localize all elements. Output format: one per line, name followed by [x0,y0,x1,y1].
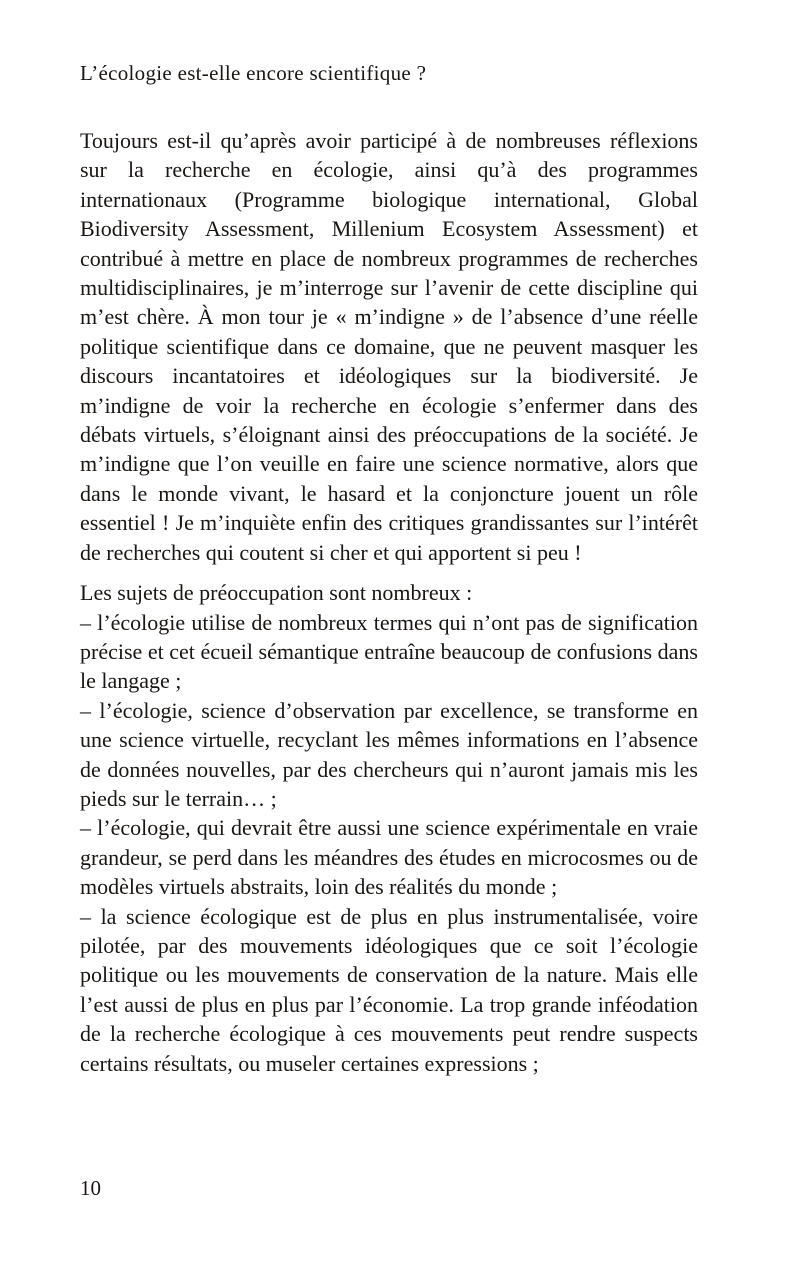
list-item-terminology: – l’écologie utilise de nombreux termes qui n’ont pas de signification précise et cet écueil sémantique entraîne beaucoup de confusions dans le langage ; [80,609,698,694]
list-item-instrumentalisation: – la science écologique est de plus en plus instrumentalisée, voire pilotée, par des mouvements idéologiques que ce soit l’écologie politique ou les mouvements de conservation de la nature. Mais elle l’est aussi de plus en plus par l’économie. La trop grande inféodation de la recherche écologique à ces mouvements peut rendre suspects certains résultats, ou museler certaines expressions ; [80,903,698,1076]
intro-line: Les sujets de préoccupation sont nombreux : [80,580,473,606]
paragraph-main: Toujours est-il qu’après avoir participé à de nombreuses réflexions sur la recherche en écologie, ainsi qu’à des programmes internationaux (Programme biologique international, Global Biodiversity Assessment, Millenium Ecosystem Assessment) et contribué à mettre en place de nombreux programmes de recherches multidisciplinaires, je m’interroge sur l’avenir de cette discipline qui m’est chère. À mon tour je « m’indigne » de l’absence d’une réelle politique scientifique dans ce domaine, que ne peuvent masquer les discours incantatoires et idéologiques sur la biodiversité. Je m’indigne de voir la recherche en écologie s’enfermer dans des débats virtuels, s’éloignant ainsi des préoccupations de la société. Je m’indigne que l’on veuille en faire une science normative, alors que dans le monde vivant, le hasard et la conjoncture jouent un rôle essentiel ! Je m’inquiète enfin des critiques grandissantes sur l’intérêt de recherches qui coutent si cher et qui apportent si peu ! [80,128,698,565]
list-item-virtual-science: – l’écologie, science d’observation par excellence, se transforme en une science virtuelle, recyclant les mêmes informations en l’absence de données nouvelles, par des chercheurs qui n’auront jamais mis les pieds sur le terrain… ; [80,697,698,811]
page-number: 10 [80,1176,101,1200]
running-header: L’écologie est-elle encore scientifique ? [80,61,427,85]
body-text [80,126,698,1078]
list-item-experimental-science: – l’écologie, qui devrait être aussi une science expérimentale en vraie grandeur, se perd dans les méandres des études en microcosmes ou de modèles virtuels abstraits, loin des réalités du monde ; [80,815,698,900]
